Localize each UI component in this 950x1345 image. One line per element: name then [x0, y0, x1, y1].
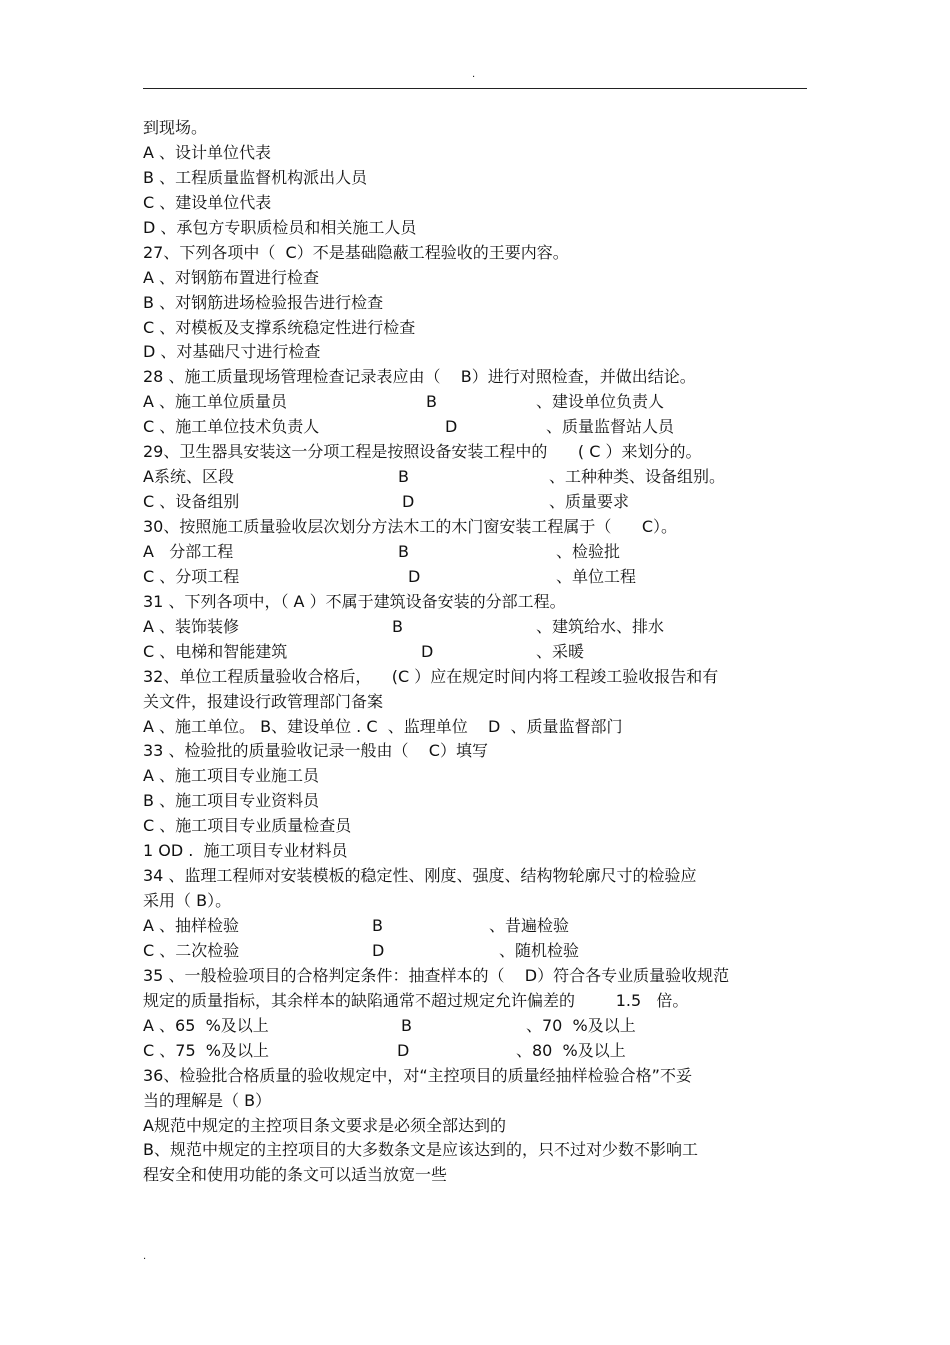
option-row — [143, 465, 803, 490]
option-letter: D — [402, 492, 415, 512]
option-right: 、单位工程 — [556, 566, 637, 586]
header-rule — [143, 88, 807, 89]
option-line: D 、对基础尺寸进行检查 — [143, 342, 321, 362]
option-right: 、70 %及以上 — [526, 1015, 636, 1035]
text-line: 程安全和使用功能的条文可以适当放宽一些 — [143, 1165, 448, 1185]
question-line: 33 、检验批的质量验收记录一般由（ C）填写 — [143, 741, 488, 761]
option-right: 、质量监督站人员 — [546, 417, 675, 437]
text-line: 当的理解是（ B） — [143, 1090, 272, 1110]
text-line: 到现场。 — [143, 118, 208, 137]
question-line: 32、单位工程质量验收合格后， (C ）应在规定时间内将工程竣工验收报告和有 — [143, 666, 719, 686]
option-line: D 、承包方专职质检员和相关施工人员 — [143, 217, 417, 237]
footer-mark: . — [143, 1251, 147, 1262]
option-line: C 、建设单位代表 — [143, 192, 272, 212]
option-line: B 、施工项目专业资料员 — [143, 791, 320, 811]
text-line: 采用（ B）。 — [143, 891, 232, 911]
option-line: C 、施工项目专业质量检查员 — [143, 816, 352, 836]
option-line: B、规范中规定的主控项目的大多数条文是应该达到的，只不过对少数不影响工 — [143, 1140, 698, 1160]
option-left: C 、二次检验 — [143, 940, 240, 960]
option-left: C 、75 %及以上 — [143, 1040, 269, 1060]
option-line: B 、对钢筋进场检验报告进行检查 — [143, 292, 384, 312]
question-line: 34 、监理工程师对安装模板的稳定性、刚度、强度、结构物轮廓尺寸的检验应 — [143, 866, 697, 886]
option-line: C 、对模板及支撑系统稳定性进行检查 — [143, 317, 416, 337]
option-letter: D — [421, 641, 434, 661]
option-left: A 、装饰装修 — [143, 616, 240, 636]
option-row — [143, 1014, 803, 1039]
option-right: 、随机检验 — [499, 940, 580, 960]
option-letter: D — [372, 940, 385, 960]
question-line: 27、下列各项中（ C）不是基础隐蔽工程验收的王要内容。 — [143, 242, 569, 262]
question-line: 31 、下列各项中，（ A ）不属于建筑设备安装的分部工程。 — [143, 591, 566, 611]
option-row — [143, 565, 803, 590]
document-body — [143, 116, 803, 1188]
header-mark: . — [472, 69, 476, 80]
option-left: C 、施工单位技术负责人 — [143, 417, 320, 437]
question-line: 35 、一般检验项目的合格判定条件：抽查样本的（ D）符合各专业质量验收规范 — [143, 965, 730, 985]
text-line: 规定的质量指标，其余样本的缺陷通常不超过规定允许偏差的 1.5 倍。 — [143, 990, 689, 1010]
option-letter: B — [398, 541, 409, 561]
option-letter: B — [392, 616, 403, 636]
option-row — [143, 390, 803, 415]
option-letter: B — [401, 1015, 412, 1035]
option-right: 、建设单位负责人 — [536, 392, 665, 412]
option-letter: B — [426, 392, 437, 412]
option-row — [143, 615, 803, 640]
option-left: C 、设备组别 — [143, 492, 240, 512]
option-row — [143, 415, 803, 440]
option-row — [143, 939, 803, 964]
option-line: A 、对钢筋布置进行检查 — [143, 267, 320, 287]
option-letter: D — [397, 1040, 410, 1060]
option-right: 、工种种类、设备组别。 — [549, 467, 726, 487]
question-line: 30、按照施工质量验收层次划分方法木工的木门窗安装工程属于（ C）。 — [143, 517, 678, 536]
option-right: 、采暖 — [536, 641, 585, 661]
option-letter: B — [372, 916, 383, 935]
option-row — [143, 540, 803, 565]
option-left: C 、分项工程 — [143, 566, 240, 586]
option-row — [143, 1039, 803, 1064]
option-row — [143, 640, 803, 665]
option-letter: D — [445, 417, 458, 437]
option-left: A 分部工程 — [143, 541, 234, 561]
option-letter: B — [398, 467, 409, 487]
option-right: 、昔遍检验 — [489, 916, 570, 935]
option-line: A 、施工单位。 B、建设单位 . C 、监理单位 D 、质量监督部门 — [143, 716, 623, 736]
text-line: 关文件，报建设行政管理部门备案 — [143, 691, 384, 711]
question-line: 36、检验批合格质量的验收规定中，对“主控项目的质量经抽样检验合格”不妥 — [143, 1065, 692, 1085]
option-row — [143, 914, 803, 939]
option-right: 、检验批 — [556, 541, 621, 561]
option-left: C 、电梯和智能建筑 — [143, 641, 288, 661]
option-line: 1 OD . 施工项目专业材料员 — [143, 841, 348, 861]
option-line: B 、工程质量监督机构派出人员 — [143, 167, 368, 187]
question-line: 29、卫生器具安装这一分项工程是按照设备安装工程中的 ( C ）来划分的。 — [143, 442, 702, 462]
option-right: 、建筑给水、排水 — [536, 616, 665, 636]
option-left: A 、65 %及以上 — [143, 1015, 269, 1035]
option-left: A 、抽样检验 — [143, 916, 240, 935]
option-right: 、80 %及以上 — [516, 1040, 626, 1060]
question-line: 28 、施工质量现场管理检查记录表应由（ B）进行对照检查，并做出结论。 — [143, 367, 696, 387]
option-letter: D — [408, 566, 421, 586]
option-line: A 、设计单位代表 — [143, 142, 272, 162]
option-left: A 、施工单位质量员 — [143, 392, 288, 412]
option-row — [143, 490, 803, 515]
option-line: A规范中规定的主控项目条文要求是必须全部达到的 — [143, 1115, 506, 1135]
option-left: A系统、区段 — [143, 467, 234, 487]
option-line: A 、施工项目专业施工员 — [143, 766, 320, 786]
option-right: 、质量要求 — [549, 492, 630, 512]
